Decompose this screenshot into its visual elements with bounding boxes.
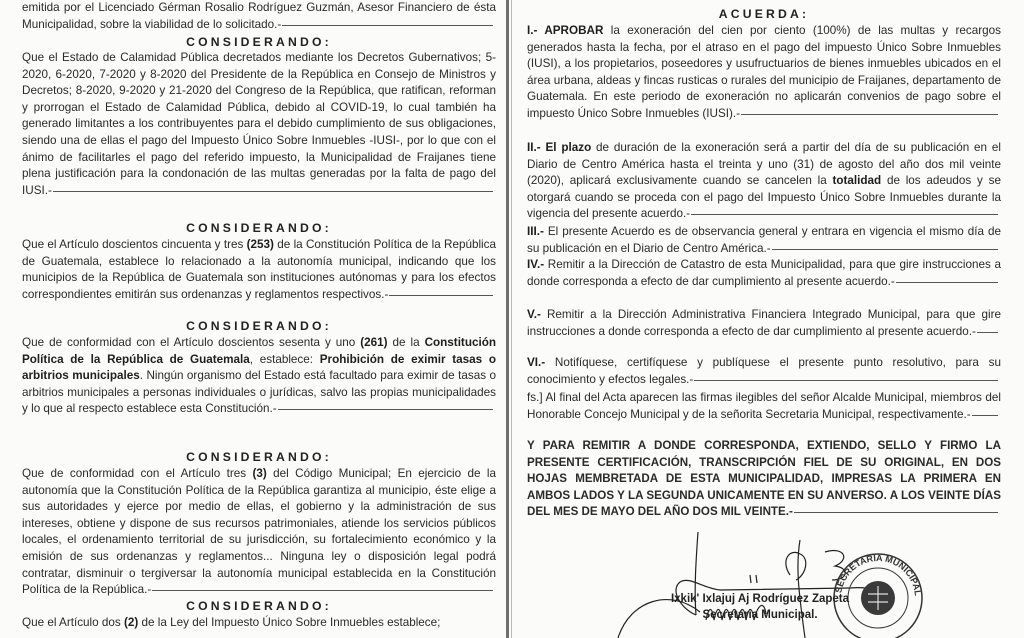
text-run: del Código Municipal; En ejercicio de la autonomía que la Constitución Política de la República garantiza al municipio, éste elige a sus autoridades y ejerce por medio de ellas, el gobierno y la administración de sus intereses, obtiene y dispone de sus recursos patrimoniales, atiende los servicios públicos locales, el ordenamiento territorial de su jurisdicción, su fortalecimiento económico y la emisión de sus ordenanzas y reglamentos... Ninguna ley o disposición legal podrá contratar, disminuir o tergiversar la autonomía municipal establecida en la Constitución Política de la República.- xyxy=(22,467,496,597)
section-heading: CONSIDERANDO: xyxy=(186,599,332,613)
section-heading: CONSIDERANDO: xyxy=(186,221,332,235)
paragraph xyxy=(22,0,496,33)
text-run: Remitir a la Dirección de Catastro de esta Municipalidad, para que gire instrucciones a donde corresponda a efecto de dar cumplimiento al presente acuerdo.- xyxy=(527,258,1001,288)
filler-dash-line xyxy=(278,408,493,410)
section-heading: ACUERDA: xyxy=(718,7,810,21)
bold-text: VI.- xyxy=(527,356,546,369)
text-run: Y PARA REMITIR A DONDE CORRESPONDA, EXTIENDO, SELLO Y FIRMO LA PRESENTE CERTIFICACIÓN, TRANSCRIPCIÓN FIEL DE SU ORIGINAL, EN DOS HOJAS MEMBRETADA DE ESTA MUNICIPALIDAD, IMPRESAS LA PRIMERA EN AMBOS LADOS Y LA SEGUNDA UNICAMENTE EN SU ANVERSO. A LOS VEINTE DÍAS DEL MES DE MAYO DEL AÑO DOS MIL VEINTE.- xyxy=(527,439,1001,519)
signatory-name: Ixkik' Ixlajuj Aj Rodríguez Zapeta xyxy=(670,593,850,605)
section-heading: CONSIDERANDO: xyxy=(186,450,332,464)
bold-text: V.- xyxy=(527,308,541,321)
text-run: . Ningún organismo del Estado está facultado para eximir de tasas o arbitrios municipales a personas individuales o jurídicas, salvo las propias municipalidades y lo que al respecto establece esta Constitución.- xyxy=(22,369,497,416)
paragraph xyxy=(527,257,1001,290)
bold-text: IV.- xyxy=(527,258,545,271)
paragraph xyxy=(527,224,1001,257)
filler-dash-line xyxy=(977,331,998,333)
bold-text: (261) xyxy=(360,336,388,349)
filler-dash-line xyxy=(794,511,998,513)
filler-dash-line xyxy=(896,281,998,283)
text-run: de la xyxy=(387,336,425,349)
text-run: Remitir a la Dirección Administrativa Financiera Integrado Municipal, para que gire instrucciones a donde corresponda a efecto de dar cumplimiento al presente acuerdo.- xyxy=(527,308,1001,338)
paragraph xyxy=(527,390,1001,423)
text-run: , establece: xyxy=(249,352,320,366)
text-run: de la Constitución Política de la República de Guatemala, establece lo relacionado a la autonomía municipal, indicando que los municipios de la República de Guatemala son instituciones autónomas y para los efectos correspondientes emitirán sus ordenanzas y reglamentos respectivos.- xyxy=(22,238,496,301)
filler-dash-line xyxy=(694,379,998,381)
paragraph xyxy=(527,355,1001,388)
column-divider-shadow xyxy=(511,0,512,638)
filler-dash-line xyxy=(282,24,493,26)
text-run: Que el Artículo dos xyxy=(22,616,124,629)
filler-dash-line xyxy=(772,248,998,250)
bold-text: III.- xyxy=(527,225,544,238)
filler-dash-line xyxy=(691,213,998,215)
filler-dash-line xyxy=(53,190,493,192)
seal-text: SECRETARIA MUNICIPAL xyxy=(833,552,923,597)
text-run: de la Ley del Impuesto Único Sobre Inmuebles establece; xyxy=(138,616,441,629)
text-run: la exoneración del cien por ciento (100%) de las multas y recargos generados hasta la fecha, por el atraso en el pago del impuesto Único Sobre Inmuebles (IUSI), a los propietarios, poseedores y usufructuarios de bienes inmuebles ubicados en el área urbana, aldeas y fincas rusticas o rurales del municipio de Fraijanes, departamento de Guatemala. En este periodo de exoneración no aplicarán convenios de pago sobre el impuesto Único Sobre Inmuebles (IUSI).- xyxy=(527,24,1001,120)
bold-text: Prohibición de eximir tasas o arbitrios municipales xyxy=(22,352,496,383)
bold-text: (2) xyxy=(124,616,139,629)
text-run: Que de conformidad con el Artículo tres xyxy=(22,467,253,480)
left-column xyxy=(22,0,496,638)
paragraph xyxy=(22,335,496,418)
bold-text: Constitución Política de la República de Guatemala xyxy=(22,336,496,366)
section-heading: CONSIDERANDO: xyxy=(186,35,332,49)
filler-dash-line xyxy=(972,414,998,416)
text-run: emitida por el Licenciado Gérman Rosalio Rodríguez Guzmán, Asesor Financiero de ésta Municipalidad, sobre la viabilidad de lo solicitado.- xyxy=(22,1,496,31)
bold-text: (3) xyxy=(252,467,267,480)
paragraph xyxy=(22,466,496,599)
text-run: de duración de la exoneración será a partir del día de su publicación en el Diario de Centro América hasta el treinta y uno (31) de agosto del año dos mil veinte (2020), aplicará exclusivamente cuando se cancelen la xyxy=(527,141,1001,188)
paragraph xyxy=(22,615,496,632)
bold-text: II.- El plazo xyxy=(527,141,592,154)
paragraph xyxy=(527,307,1001,340)
text-run: Que el Estado de Calamidad Pública decretados mediante los Decretos Gubernativos; 5-2020, 6-2020, 7-2020 y 8-2020 del Presidente de la República en Consejo de Ministros y Decretos; 8-2020, 9-2020 y 21-2020 del Congreso de la República, que ratifican, reforman y prorrogan el Estado de Calamidad Pública, debido al COVID-19, lo cual también ha generado limitantes a los contribuyentes para el debido cumplimiento de sus obligaciones, siendo una de ellas el pago del Impuesto Único Sobre Inmuebles -IUSI-, por lo que con el ánimo de facilitarles el pago del referido impuesto, la Municipalidad de Fraijanes tiene plena justificación para la condonación de las multas generadas por la falta de pago del IUSI.- xyxy=(22,51,496,197)
signatory-title: Secretaria Municipal. xyxy=(702,609,818,621)
filler-dash-line xyxy=(741,113,998,115)
text-run: Notifíquese, certifíquese y publíquese el presente punto resolutivo, para su conocimiento y efectos legales.- xyxy=(527,356,1001,386)
paragraph xyxy=(22,50,496,199)
paragraph xyxy=(22,237,496,303)
paragraph xyxy=(527,438,1001,521)
text-run: Que el Artículo doscientos cincuenta y tres xyxy=(22,238,247,251)
paragraph xyxy=(527,23,1001,123)
filler-dash-line xyxy=(389,294,493,296)
text-run: Que de conformidad con el Artículo doscientos sesenta y uno xyxy=(22,336,361,349)
bold-text: totalidad xyxy=(832,174,882,188)
bold-text: (253) xyxy=(246,238,274,251)
column-divider xyxy=(506,0,509,638)
section-heading: CONSIDERANDO: xyxy=(186,319,332,333)
text-run: El presente Acuerdo es de observancia general y entrara en vigencia el mismo día de su publicación en el Diario de Centro América.- xyxy=(527,225,1001,255)
text-run: de los adeudos y se otorgará cuando se proceda con el pago del Impuesto Único Sobre Inmuebles durante la vigencia del presente acuerdo.- xyxy=(527,174,1001,221)
text-run: fs.] Al final del Acta aparecen las firmas ilegibles del señor Alcalde Municipal, miembros del Honorable Concejo Municipal y de la señorita Secretaria Municipal, respectivamente.- xyxy=(527,391,1001,421)
bold-text: I.- APROBAR xyxy=(527,24,604,37)
filler-dash-line xyxy=(152,589,493,591)
paragraph xyxy=(527,140,1001,223)
